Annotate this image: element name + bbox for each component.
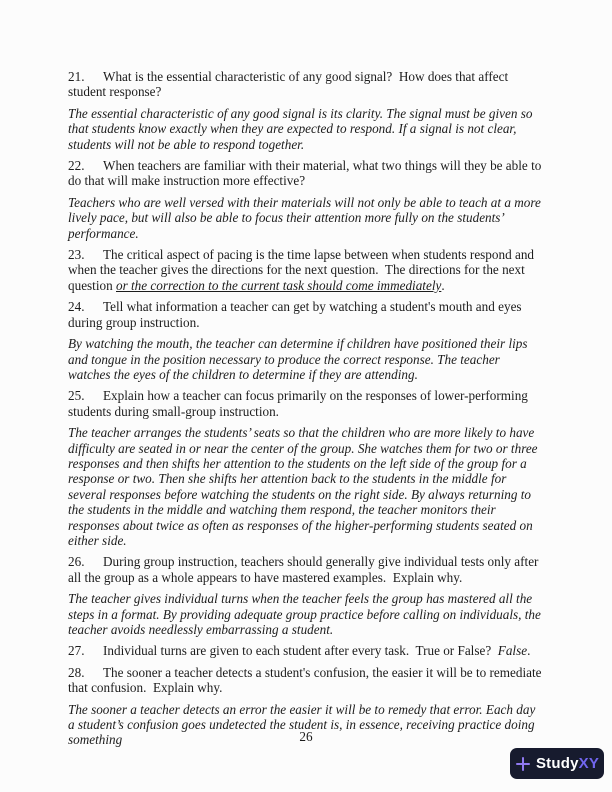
question-21 [68,69,544,100]
question-number: 28. [68,664,85,680]
question-number: 23. [68,247,85,263]
answer-24: By watching the mouth, the teacher can determine if children have positioned their lips and tongue in the position necessary to produce the correct response. The teacher watches the eyes of the children to determine if they are attending. [68,336,531,382]
question-28 [68,665,544,696]
question-text: . [527,643,531,659]
question-number: 25. [68,388,85,404]
question-number: 21. [68,69,85,84]
question-number: 24. [68,299,85,315]
plus-icon [515,756,531,772]
answer-26: The teacher gives individual turns when the teacher feels the group has mastered all the steps in a format. By providing adequate group practice before calling on individuals, the teacher avoids needlessly embarrassing a student. [68,591,545,637]
question-number: 22. [68,158,85,174]
question-text: Individual turns are given to each student after every task. True or False? [103,643,498,659]
question-number: 27. [68,643,85,659]
qa-list [68,69,544,754]
question-text: False [497,643,528,659]
question-text: What is the essential characteristic of any good signal? How does that affect student response? [68,69,512,100]
question-text: Explain how a teacher can focus primarily on the responses of lower-performing students during small-group instruction. [68,388,532,419]
answer-28: The sooner a teacher detects an error the easier it will be to remedy that error. Each day a student’s confusion goes undetected the student is, in essence, receiving practice doing something [68,701,539,748]
question-text: . [441,277,445,293]
brand-name-primary: Study [535,755,579,772]
question-text: When teachers are familiar with their material, what two things will they be able to do that will make instruction more effective? [68,158,545,189]
brand-name-accent: XY [578,755,600,772]
answer-25: The teacher arranges the students’ seats so that the children who are more likely to have difficulty are seated in or near the center of the group. She watches them for two or three responses and then shifts her attention to the students on the left side of the group for a response or two. Then she shifts her attention back to the students in the middle for several responses before watching the students on the right side. By always returning to the students in the middle and watching them respond, the teacher monitors their responses about twice as often as responses of the higher-performing students seated on either side. [68,425,541,548]
answer-22: Teachers who are well versed with their materials will not only be able to teach at a more lively pace, but will also be able to focus their attention more fully on the students’ performance. [68,194,545,241]
question-text: The critical aspect of pacing is the time lapse between when students respond and when the teacher gives the directions for the next question. The directions for the next question [68,247,538,293]
question-text: Tell what information a teacher can get by watching a student's mouth and eyes during group instruction. [68,299,525,330]
brand-wordmark [536,755,599,772]
question-26 [68,554,544,585]
question-number: 26. [68,554,85,570]
answer-21: The essential characteristic of any good signal is its clarity. The signal must be given so that students know exactly when they are expected to respond. If a signal is not clear, students will not be able to respond together. [68,105,536,152]
question-24 [68,299,544,330]
question-25 [68,388,544,419]
question-text: During group instruction, teachers should generally give individual tests only after all the group as a whole appears to have mastered examples. Explain why. [68,554,542,585]
plus-icon-stroke [517,758,529,770]
studyxy-logo [510,748,604,779]
question-27 [68,643,544,658]
page-number: 26 [299,729,313,744]
question-text: or the correction to the current task should come immediately [116,277,442,293]
question-text: The sooner a teacher detects a student's confusion, the easier it will be to remediate that confusion. Explain why. [68,664,545,696]
question-23 [68,247,544,293]
question-22 [68,158,544,189]
